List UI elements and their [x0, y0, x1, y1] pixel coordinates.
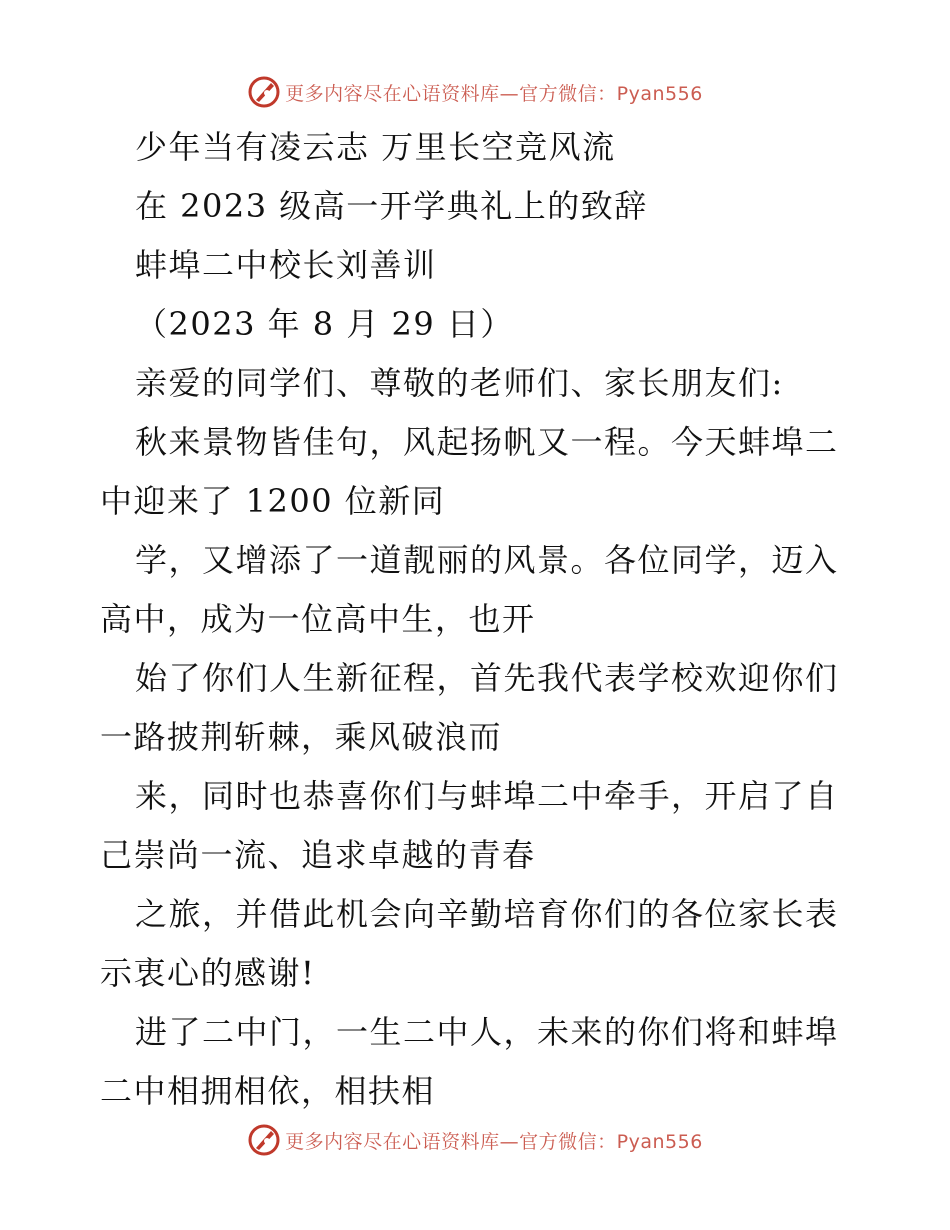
document-author: 蚌埠二中校长刘善训 — [135, 246, 437, 284]
paragraph-line: 二中相拥相依，相扶相 — [100, 1072, 436, 1110]
document-date: （2023 年 8 月 29 日） — [135, 305, 514, 343]
paragraph-line: 进了二中门，一生二中人，未来的你们将和蚌埠 — [135, 1013, 839, 1051]
header-banner-text: 更多内容尽在心语资料库—官方微信：Pyan556 — [285, 82, 703, 105]
quill-logo-icon — [247, 75, 281, 109]
paragraph-line: 始了你们人生新征程，首先我代表学校欢迎你们 — [135, 659, 839, 697]
footer-watermark-banner — [0, 1120, 950, 1160]
document-subtitle: 在 2023 级高一开学典礼上的致辞 — [135, 187, 648, 225]
header-watermark-banner — [0, 72, 950, 112]
footer-banner-text: 更多内容尽在心语资料库—官方微信：Pyan556 — [285, 1130, 703, 1153]
paragraph-line: 之旅，并借此机会向辛勤培育你们的各位家长表 — [135, 895, 839, 933]
paragraph-line: 中迎来了 1200 位新同 — [100, 482, 446, 520]
paragraph-line: 一路披荆斩棘，乘风破浪而 — [100, 718, 503, 756]
paragraph-line: 示衷心的感谢! — [100, 954, 316, 992]
quill-logo-icon — [247, 1123, 281, 1157]
paragraph-line: 己崇尚一流、追求卓越的青春 — [100, 836, 536, 874]
document-salutation: 亲爱的同学们、尊敬的老师们、家长朋友们: — [135, 364, 784, 402]
document-title: 少年当有凌云志 万里长空竞风流 — [135, 128, 616, 166]
paragraph-line: 学，又增添了一道靓丽的风景。各位同学，迈入 — [135, 541, 839, 579]
paragraph-line: 来，同时也恭喜你们与蚌埠二中牵手，开启了自 — [135, 777, 839, 815]
document-body — [100, 118, 860, 1121]
paragraph-line: 高中，成为一位高中生，也开 — [100, 600, 536, 638]
paragraph-line: 秋来景物皆佳句，风起扬帆又一程。今天蚌埠二 — [135, 423, 839, 461]
